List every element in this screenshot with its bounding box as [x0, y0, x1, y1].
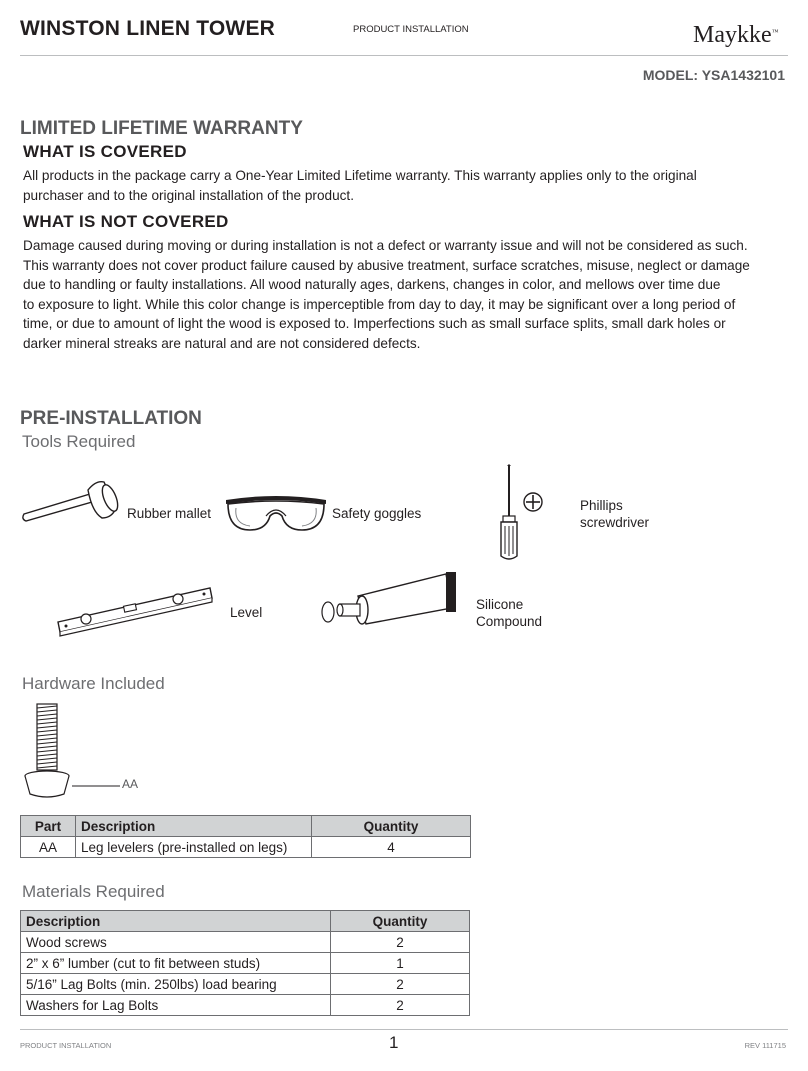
pre-installation-heading: PRE-INSTALLATION [20, 408, 202, 429]
not-covered-line: to exposure to light. While this color change is imperceptible from day to day, it may be significant over a long period of [23, 296, 736, 312]
not-covered-paragraph [23, 236, 803, 353]
not-covered-line: due to handling or faulty installations. All wood naturally ages, darkens, changes in color, and mellows over time due [23, 277, 721, 292]
safety-goggles-label: Safety goggles [332, 506, 422, 521]
page-number: 1 [389, 1033, 399, 1052]
table-row [21, 974, 470, 995]
table-cell: Washers for Lag Bolts [21, 995, 331, 1016]
table-header-cell: Part [21, 816, 76, 837]
rubber-mallet-label: Rubber mallet [127, 506, 212, 521]
brand-logo [693, 22, 779, 49]
document-type: PRODUCT INSTALLATION [353, 24, 469, 35]
model-number: MODEL: YSA1432101 [642, 67, 785, 83]
table-cell: 2 [331, 995, 470, 1016]
covered-line: All products in the package carry a One-Year Limited Lifetime warranty. This warranty applies only to the original [23, 168, 697, 183]
table-header-cell: Description [76, 816, 312, 837]
not-covered-line: Damage caused during moving or during installation is not a defect or warranty issue and will not be considered as such. [23, 238, 748, 253]
table-cell: 4 [312, 837, 471, 858]
level-label: Level [230, 605, 263, 620]
table-row [21, 995, 470, 1016]
table-row [21, 953, 470, 974]
phillips-screwdriver-label [580, 497, 649, 531]
not-covered-line: This warranty does not cover product failure caused by abusive treatment, surface scratches, misuse, neglect or damage [23, 257, 750, 273]
phillips-label-line: screwdriver [580, 515, 650, 530]
not-covered-line: time, or due to amount of light the wood is exposed to. Imperfections such as small surface splits, small dark holes or [23, 316, 726, 331]
covered-heading: WHAT IS COVERED [23, 142, 187, 161]
table-row [21, 837, 471, 858]
table-cell: 2 [331, 974, 470, 995]
leg-leveler-bolt-icon [20, 702, 124, 800]
table-cell: AA [21, 837, 76, 858]
table-header-cell: Quantity [312, 816, 471, 837]
footer-doc-type: PRODUCT INSTALLATION [20, 1041, 112, 1050]
warranty-heading: LIMITED LIFETIME WARRANTY [20, 118, 303, 139]
table-header-cell: Description [21, 911, 331, 932]
phillips-screwdriver-icon [495, 464, 551, 564]
covered-line: purchaser and to the original installation of the product. [23, 187, 354, 203]
brand-trademark: ™ [771, 28, 779, 36]
silicone-label-line: Compound [476, 614, 543, 629]
safety-goggles-icon [222, 490, 330, 536]
level-icon [52, 578, 218, 640]
table-cell: 2 [331, 932, 470, 953]
table-cell: 1 [331, 953, 470, 974]
hardware-callout-label: AA [122, 777, 139, 791]
revision-code: REV 111715 [744, 1041, 786, 1050]
covered-paragraph [23, 166, 798, 205]
table-cell: Leg levelers (pre-installed on legs) [76, 837, 312, 858]
rubber-mallet-icon [20, 478, 120, 526]
silicone-compound-label [476, 596, 542, 630]
table-cell: 5/16” Lag Bolts (min. 250lbs) load bearing [21, 974, 331, 995]
tools-heading: Tools Required [22, 432, 136, 451]
table-cell: Wood screws [21, 932, 331, 953]
hardware-heading: Hardware Included [22, 674, 165, 693]
table-header-row [21, 816, 471, 837]
not-covered-heading: WHAT IS NOT COVERED [23, 212, 229, 231]
silicone-label-line: Silicone [476, 597, 524, 612]
materials-heading: Materials Required [22, 882, 165, 901]
footer-divider [20, 1029, 788, 1030]
table-header-cell: Quantity [331, 911, 470, 932]
phillips-label-line: Phillips [580, 498, 623, 513]
table-row [21, 932, 470, 953]
header-divider [20, 55, 788, 56]
materials-table [20, 910, 470, 1016]
table-cell: 2” x 6” lumber (cut to fit between studs) [21, 953, 331, 974]
silicone-compound-icon [318, 570, 460, 630]
document-title: WINSTON LINEN TOWER [20, 17, 276, 40]
brand-name: Maykke [693, 22, 772, 48]
table-header-row [21, 911, 470, 932]
hardware-table [20, 815, 471, 858]
not-covered-line: darker mineral streaks are natural and are not considered defects. [23, 335, 421, 351]
